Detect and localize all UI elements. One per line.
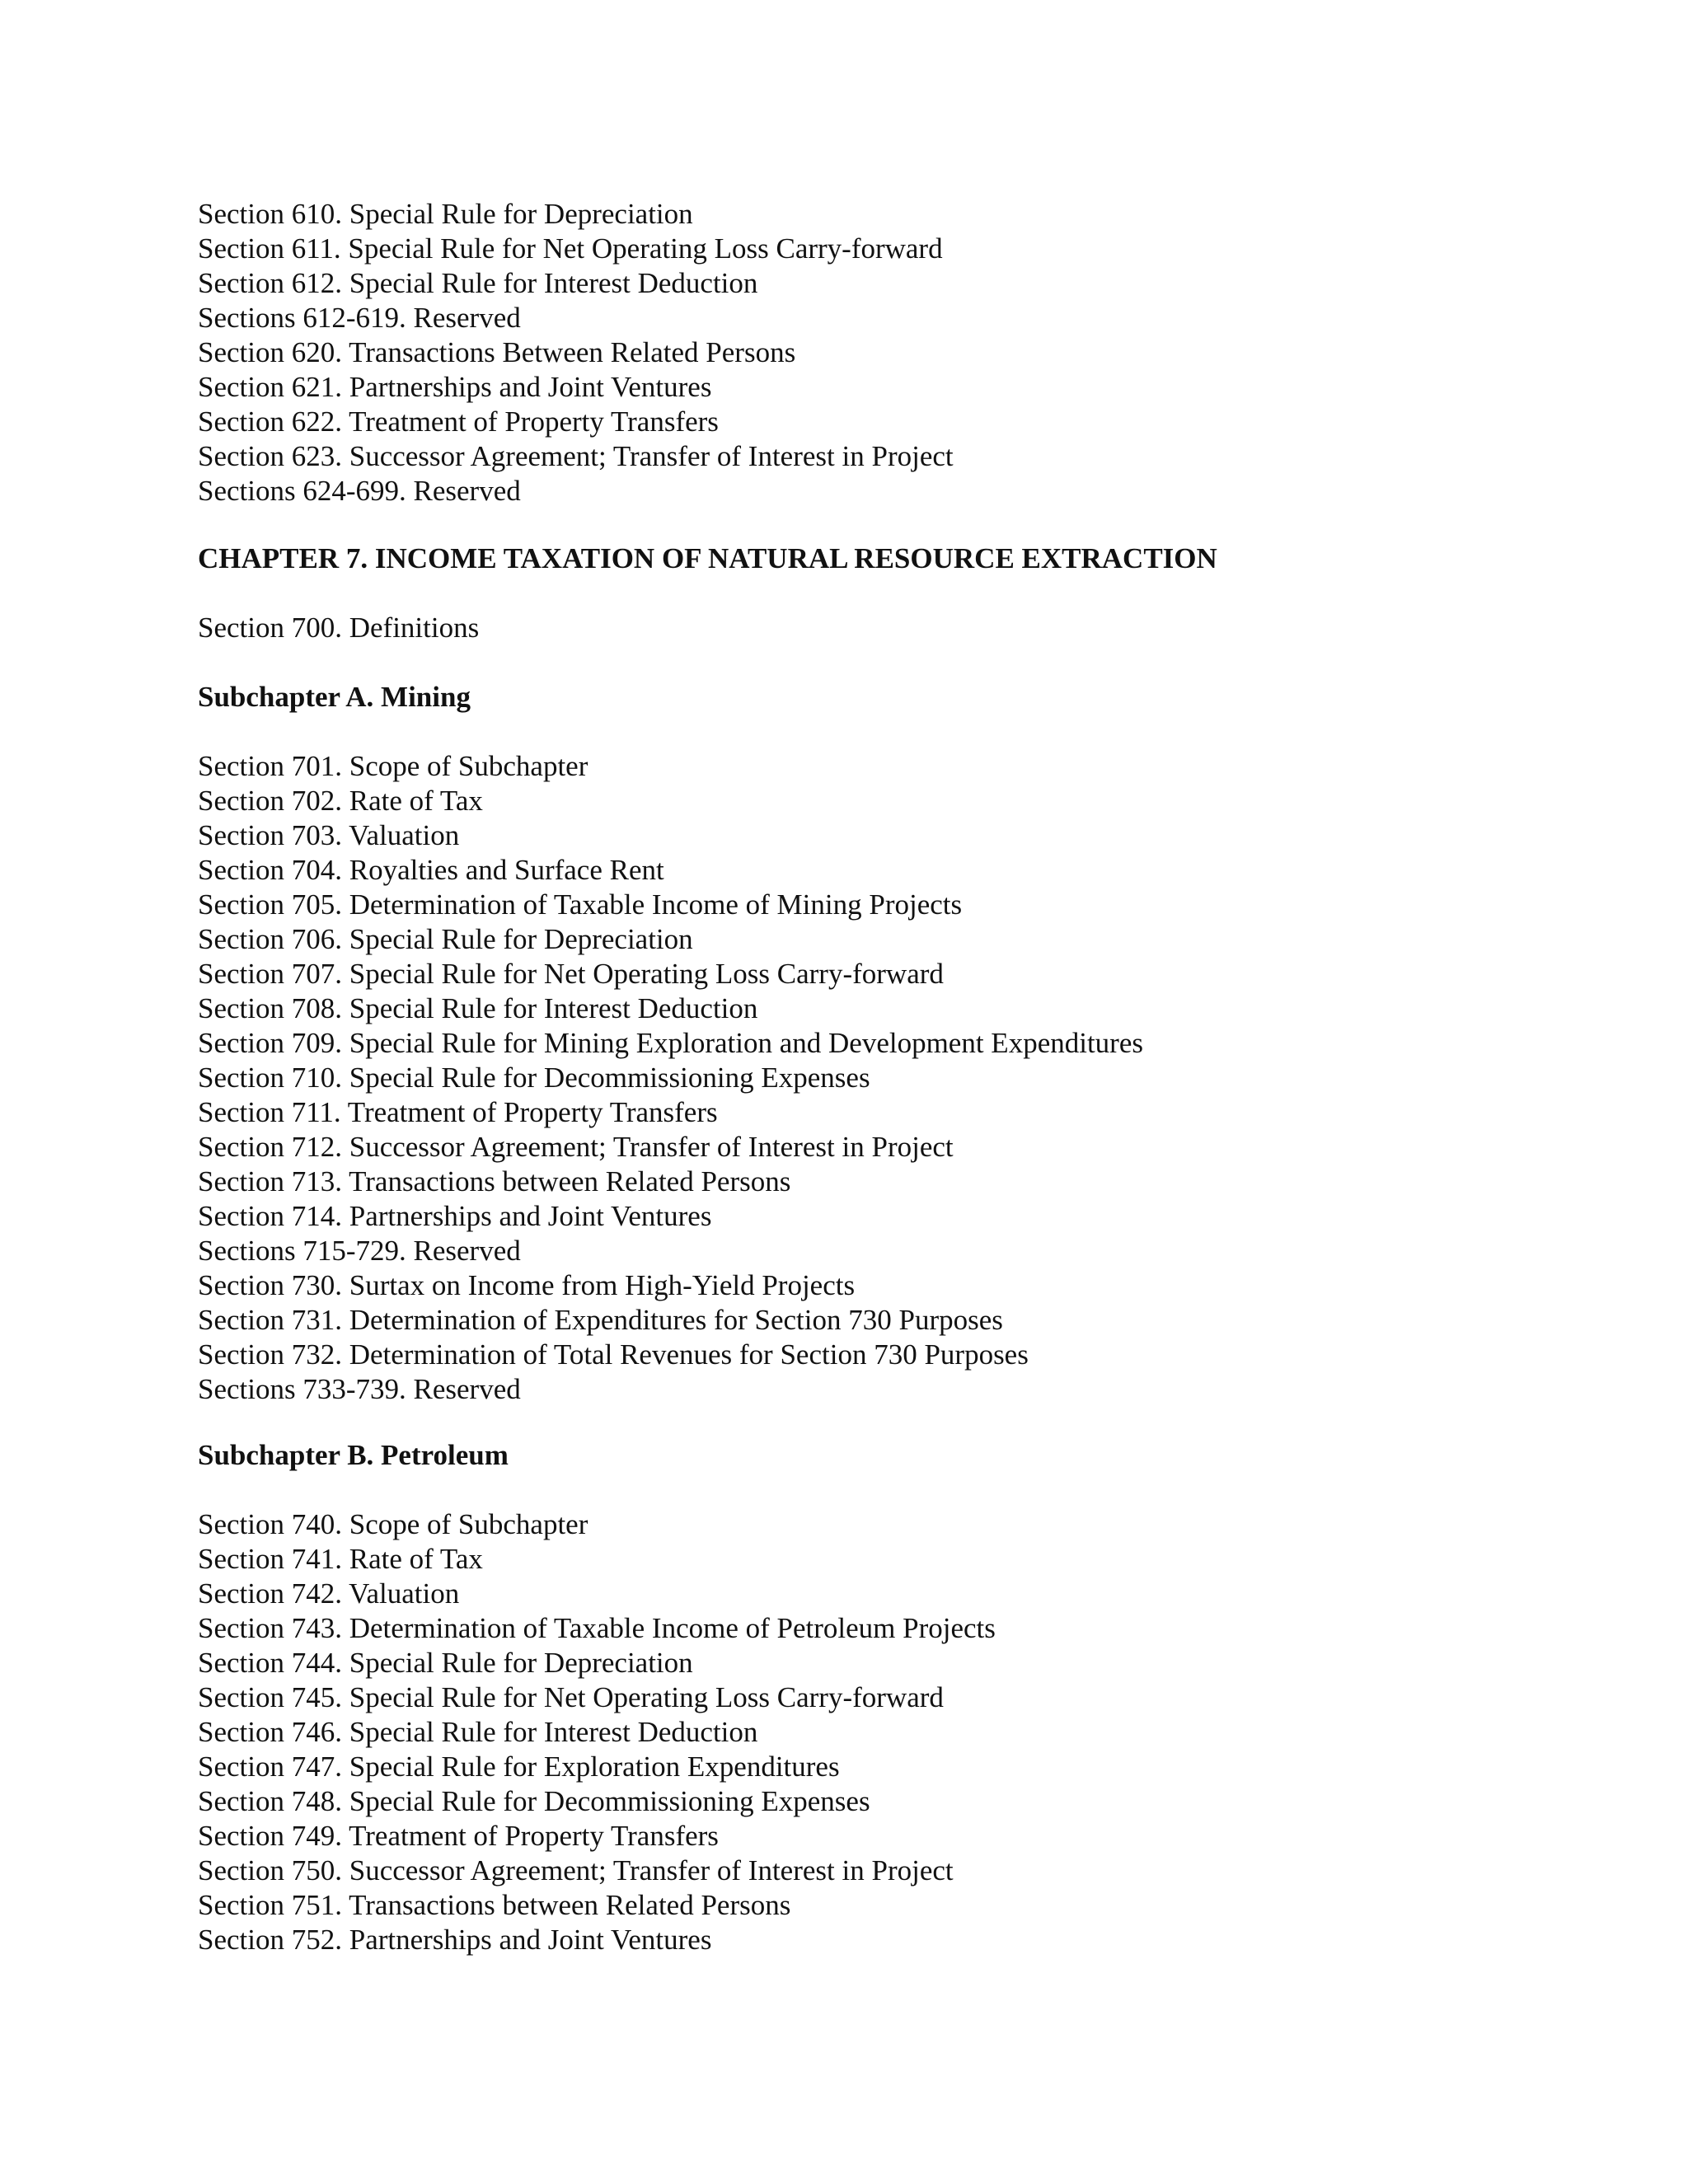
- list-item: Section 746. Special Rule for Interest Deduction: [198, 1716, 758, 1748]
- list-item: Section 707. Special Rule for Net Operating Loss Carry-forward: [198, 958, 944, 990]
- list-item: Section 748. Special Rule for Decommissioning Expenses: [198, 1785, 870, 1817]
- list-item: Section 752. Partnerships and Joint Ventures: [198, 1924, 712, 1956]
- section-list-petroleum: [198, 1507, 996, 1957]
- list-item: Sections 715-729. Reserved: [198, 1235, 521, 1267]
- list-item: Section 623. Successor Agreement; Transfer of Interest in Project: [198, 440, 954, 472]
- list-item: Section 708. Special Rule for Interest Deduction: [198, 992, 758, 1024]
- list-item: Section 712. Successor Agreement; Transfer of Interest in Project: [198, 1131, 954, 1163]
- list-item: Section 702. Rate of Tax: [198, 785, 483, 817]
- list-item: Section 705. Determination of Taxable Income of Mining Projects: [198, 888, 963, 921]
- list-item: Section 745. Special Rule for Net Operating Loss Carry-forward: [198, 1681, 944, 1713]
- list-item: Section 732. Determination of Total Revenues for Section 730 Purposes: [198, 1338, 1029, 1371]
- list-item: Section 612. Special Rule for Interest Deduction: [198, 267, 758, 299]
- list-item: Section 622. Treatment of Property Transfers: [198, 405, 719, 438]
- list-item: Section 743. Determination of Taxable Income of Petroleum Projects: [198, 1612, 996, 1644]
- list-item: Section 710. Special Rule for Decommissioning Expenses: [198, 1062, 870, 1094]
- list-item: Section 741. Rate of Tax: [198, 1543, 483, 1575]
- list-item: Section 711. Treatment of Property Transfers: [198, 1096, 718, 1128]
- list-item: Section 700. Definitions: [198, 612, 480, 644]
- subchapter-b-heading: Subchapter B. Petroleum: [198, 1439, 509, 1471]
- list-item: Section 740. Scope of Subchapter: [198, 1508, 588, 1540]
- list-item: Section 747. Special Rule for Exploration Expenditures: [198, 1750, 840, 1783]
- list-item: Section 704. Royalties and Surface Rent: [198, 854, 664, 886]
- list-item: Section 709. Special Rule for Mining Exploration and Development Expenditures: [198, 1027, 1143, 1059]
- list-item: Section 749. Treatment of Property Transfers: [198, 1820, 719, 1852]
- list-item: Section 611. Special Rule for Net Operating Loss Carry-forward: [198, 232, 943, 265]
- subchapter-a-heading: Subchapter A. Mining: [198, 681, 471, 713]
- list-item: Sections 612-619. Reserved: [198, 302, 521, 334]
- list-item: Section 713. Transactions between Related Persons: [198, 1165, 791, 1197]
- list-item: Section 620. Transactions Between Related Persons: [198, 336, 796, 368]
- list-item: Section 703. Valuation: [198, 819, 460, 851]
- section-list-chapter-6: [198, 197, 954, 509]
- list-item: Section 744. Special Rule for Depreciation: [198, 1647, 693, 1679]
- list-item: Section 714. Partnerships and Joint Ventures: [198, 1200, 712, 1232]
- list-item: Section 610. Special Rule for Depreciation: [198, 198, 693, 230]
- list-item: Section 742. Valuation: [198, 1577, 460, 1610]
- list-item: Section 621. Partnerships and Joint Ventures: [198, 371, 712, 403]
- list-item: Section 751. Transactions between Related Persons: [198, 1889, 791, 1921]
- section-list-mining: [198, 749, 1143, 1407]
- list-item: Section 701. Scope of Subchapter: [198, 750, 588, 782]
- list-item: Section 731. Determination of Expenditures for Section 730 Purposes: [198, 1304, 1003, 1336]
- list-item: Sections 733-739. Reserved: [198, 1373, 521, 1405]
- chapter-heading: CHAPTER 7. INCOME TAXATION OF NATURAL RESOURCE EXTRACTION: [198, 542, 1217, 574]
- list-item: Section 730. Surtax on Income from High-Yield Projects: [198, 1269, 856, 1301]
- list-item: Sections 624-699. Reserved: [198, 475, 521, 507]
- list-item: Section 750. Successor Agreement; Transfer of Interest in Project: [198, 1854, 954, 1886]
- list-item: Section 706. Special Rule for Depreciation: [198, 923, 693, 955]
- definitions-list: [198, 611, 479, 645]
